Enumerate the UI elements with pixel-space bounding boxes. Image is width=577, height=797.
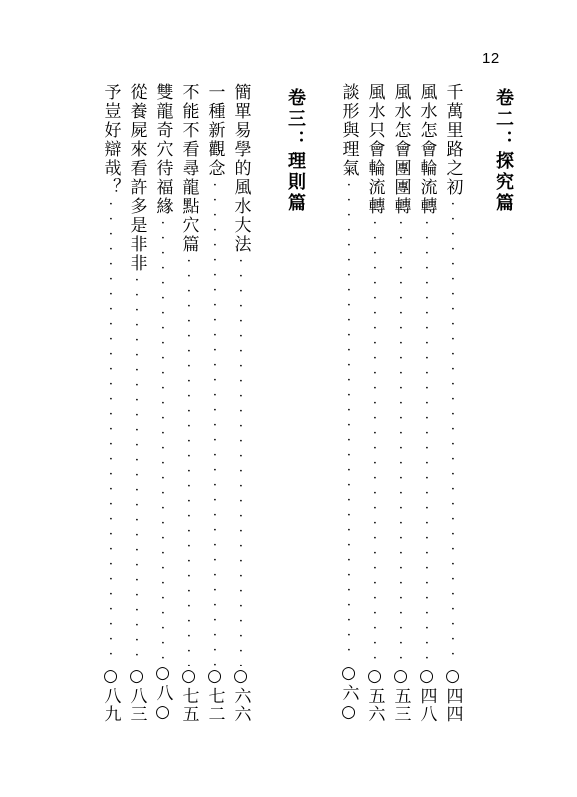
entry-title: 一種新觀念: [204, 83, 225, 178]
entry-title: 風水怎會團團轉: [390, 83, 411, 216]
entry-page: ○七二: [204, 666, 225, 723]
entry-title: 不能不看尋龍點穴篇: [178, 83, 199, 254]
entry-page: ○五六: [364, 666, 385, 723]
entry-page: ○八○: [152, 663, 173, 723]
entry-page: ○七五: [178, 666, 199, 723]
toc-entry[interactable]: [440, 83, 466, 723]
section-heading-vol2: 卷二：探究篇: [493, 88, 514, 214]
dot-leader: [420, 216, 435, 666]
dot-leader: [446, 197, 461, 666]
entry-title: 簡單易學的風水大法: [230, 83, 251, 254]
toc-entry[interactable]: [98, 83, 124, 723]
dot-leader: [208, 178, 223, 666]
dot-leader: [156, 216, 171, 663]
dot-leader: [182, 254, 197, 666]
dot-leader: [104, 197, 119, 666]
section-heading-vol3: 卷三：理則篇: [285, 88, 306, 214]
toc-entry[interactable]: [176, 83, 202, 723]
toc-entry[interactable]: [228, 83, 254, 723]
entry-title: 予豈好辯哉？: [100, 83, 121, 197]
toc-entry[interactable]: [150, 83, 176, 723]
toc-entry[interactable]: [124, 83, 150, 723]
entry-page: ○八三: [126, 666, 147, 723]
entry-page: ○六○: [338, 663, 359, 723]
page-number: 12: [482, 50, 500, 67]
dot-leader: [234, 254, 249, 666]
entry-page: ○四八: [416, 666, 437, 723]
toc-entry[interactable]: [362, 83, 388, 723]
entry-page: ○四四: [442, 666, 463, 723]
dot-leader: [130, 273, 145, 666]
dot-leader: [368, 216, 383, 666]
entry-title: 談形與理氣: [338, 83, 359, 178]
toc-entry[interactable]: [336, 83, 362, 723]
entry-page: ○六六: [230, 666, 251, 723]
toc-entry[interactable]: [414, 83, 440, 723]
toc-entry[interactable]: [388, 83, 414, 723]
entry-title: 風水只會輪流轉: [364, 83, 385, 216]
entry-page: ○八九: [100, 666, 121, 723]
dot-leader: [342, 178, 357, 663]
entry-title: 從養屍來看許多是非非: [126, 83, 147, 273]
entry-title: 雙龍奇穴待福緣: [152, 83, 173, 216]
entry-page: ○五三: [390, 666, 411, 723]
entry-title: 風水怎會輪流轉: [416, 83, 437, 216]
entry-title: 千萬里路之初: [442, 83, 463, 197]
dot-leader: [394, 216, 409, 666]
toc-entry[interactable]: [202, 83, 228, 723]
